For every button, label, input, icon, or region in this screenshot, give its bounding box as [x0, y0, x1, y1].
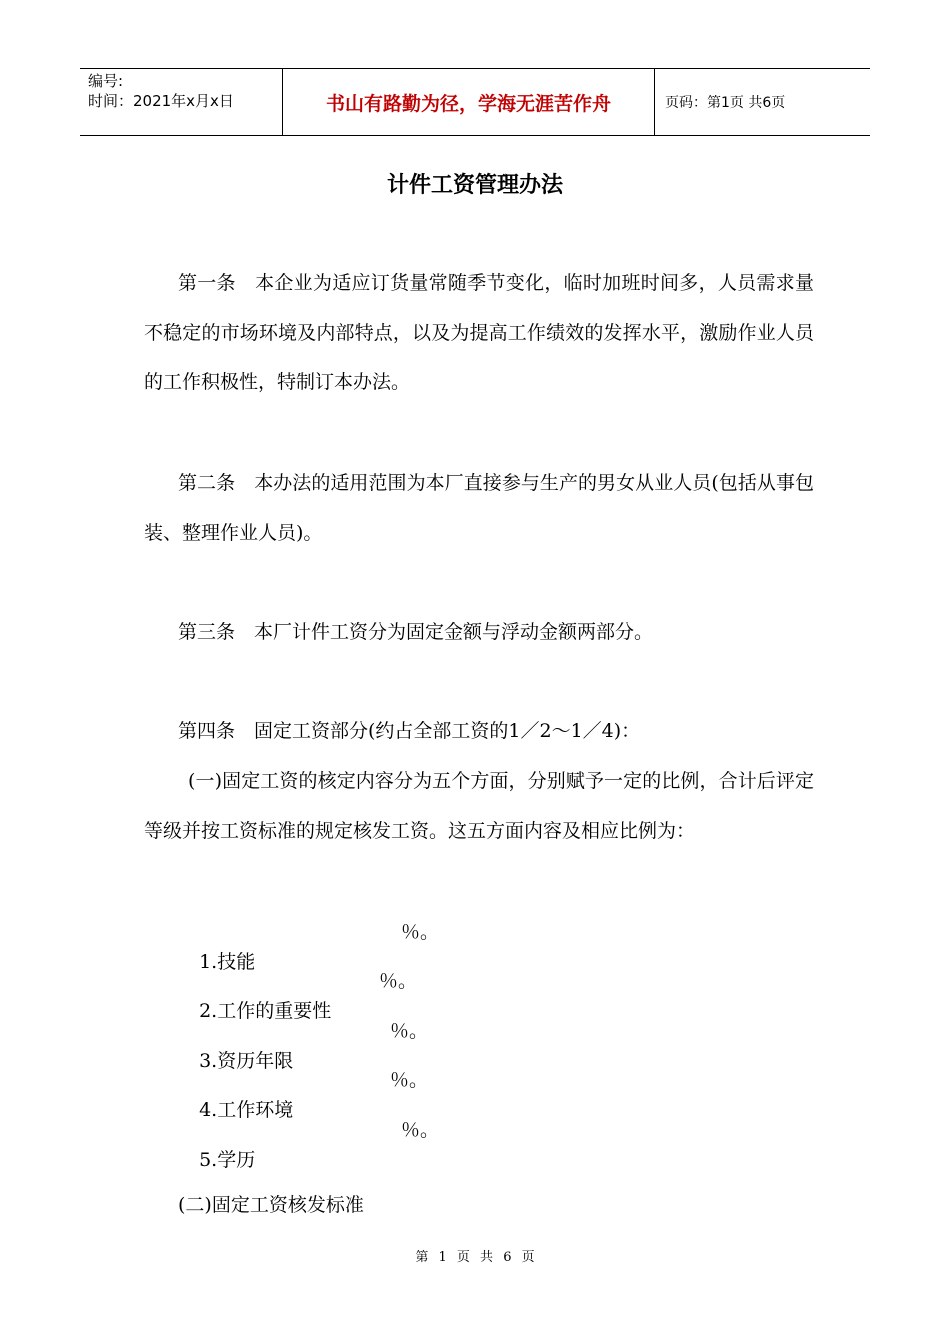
ratio-item-percent: ％。: [379, 970, 418, 992]
document-number-label: 编号:: [88, 72, 124, 90]
article-1: 第一条 本企业为适应订货量常随季节变化，临时加班时间多，人员需求量不稳定的市场环境及内部特点，以及为提高工作绩效的发挥水平，激励作业人员的工作积极性，特制订本办法。: [144, 272, 814, 393]
ratio-item-percent: ％。: [401, 1119, 440, 1141]
ratio-item-percent: ％。: [390, 1020, 429, 1042]
header-motto: 书山有路勤为径，学海无涯苦作舟: [282, 69, 655, 135]
article-2: 第二条 本办法的适用范围为本厂直接参与生产的男女从业人员(包括从事包装、整理作业人员)。: [144, 472, 814, 544]
section-2: (二)固定工资核发标准: [178, 1194, 364, 1216]
ratio-item-label: 4.工作环境: [199, 1099, 294, 1121]
ratio-item-label: 1.技能: [199, 951, 256, 973]
section-1: (一)固定工资的核定内容分为五个方面，分别赋予一定的比例，合计后评定等级并按工资标准的规定核发工资。这五方面内容及相应比例为：: [144, 770, 814, 842]
page-footer: 第 1 页 共 6 页: [415, 1250, 535, 1265]
ratio-item-label: 2.工作的重要性: [199, 1000, 332, 1022]
ratio-item-label: 5.学历: [199, 1149, 256, 1171]
header-meta: [80, 69, 282, 135]
document-title: 计件工资管理办法: [386, 173, 563, 198]
ratio-item-percent: ％。: [401, 921, 440, 943]
document-date-label: 时间：2021年x月x日: [88, 92, 234, 110]
header-page-info: 页码：第1页 共6页: [665, 95, 786, 111]
article-3: 第三条 本厂计件工资分为固定金额与浮动金额两部分。: [178, 621, 654, 643]
article-4: 第四条 固定工资部分(约占全部工资的1／2～1／4)：: [178, 720, 641, 742]
ratio-item-label: 3.资历年限: [199, 1050, 294, 1072]
document-header: [80, 68, 870, 136]
ratio-item-percent: ％。: [390, 1069, 429, 1091]
